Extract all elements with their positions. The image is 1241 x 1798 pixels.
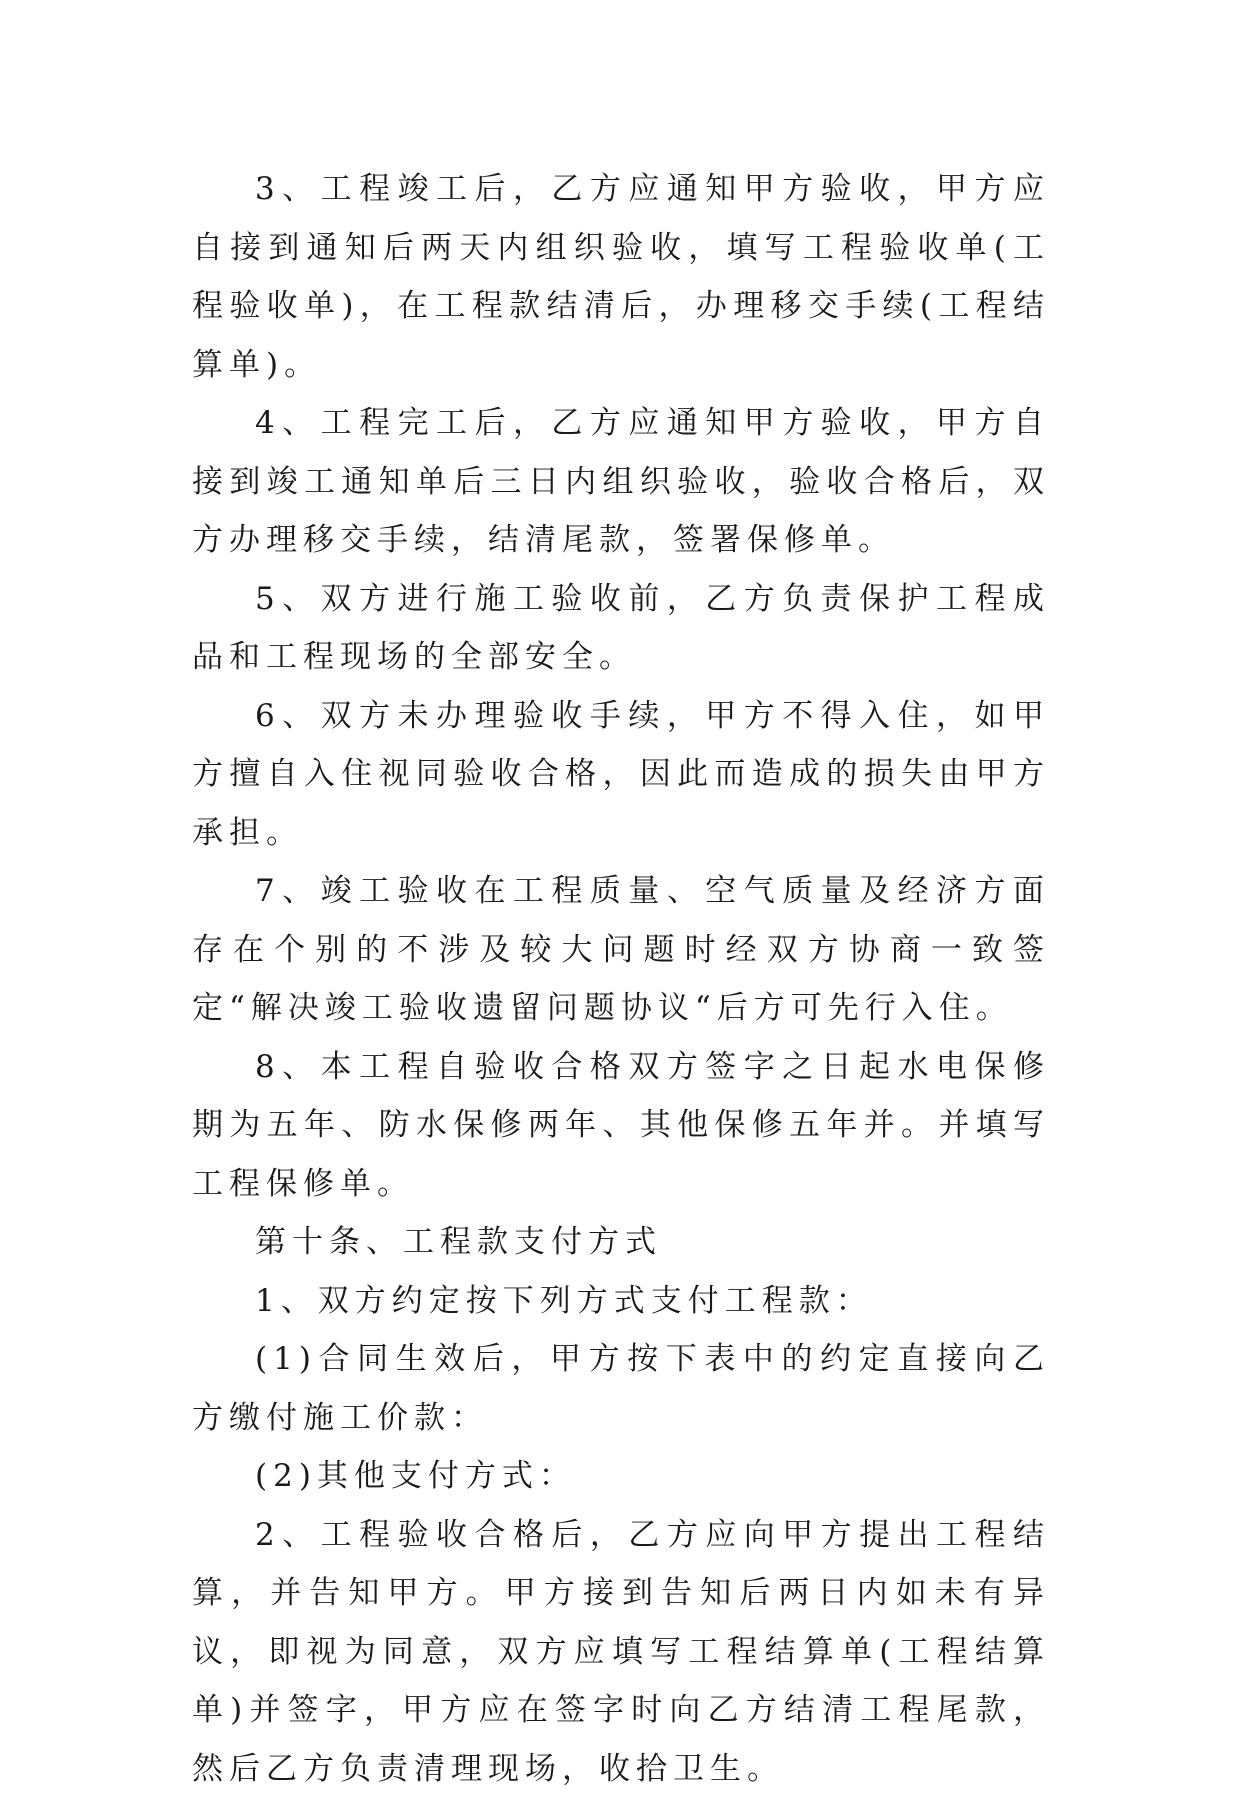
paragraph-acceptance-4: 4、工程完工后，乙方应通知甲方验收，甲方自接到竣工通知单后三日内组织验收，验收合格后，双方办理移交手续，结清尾款，签署保修单。 (192, 394, 1050, 570)
paragraph-acceptance-6: 6、双方未办理验收手续，甲方不得入住，如甲方擅自入住视同验收合格，因此而造成的损失由甲方承担。 (192, 687, 1050, 863)
paragraph-payment-1-sub-1: (1)合同生效后，甲方按下表中的约定直接向乙方缴付施工价款： (192, 1330, 1050, 1447)
paragraph-payment-2: 2、工程验收合格后，乙方应向甲方提出工程结算，并告知甲方。甲方接到告知后两日内如未有异议，即视为同意，双方应填写工程结算单(工程结算单)并签字，甲方应在签字时向乙方结清工程尾款，然后乙方负责清理现场，收拾卫生。 (192, 1506, 1050, 1798)
paragraph-acceptance-8: 8、本工程自验收合格双方签字之日起水电保修期为五年、防水保修两年、其他保修五年并。并填写工程保修单。 (192, 1038, 1050, 1214)
paragraph-acceptance-5: 5、双方进行施工验收前，乙方负责保护工程成品和工程现场的全部安全。 (192, 570, 1050, 687)
paragraph-payment-1-sub-2: (2)其他支付方式： (192, 1447, 1050, 1506)
section-heading-article-10: 第十条、工程款支付方式 (192, 1213, 1050, 1272)
paragraph-payment-1: 1、双方约定按下列方式支付工程款： (192, 1272, 1050, 1331)
paragraph-acceptance-3: 3、工程竣工后，乙方应通知甲方验收，甲方应自接到通知后两天内组织验收，填写工程验收单(工程验收单)，在工程款结清后，办理移交手续(工程结算单)。 (192, 160, 1050, 394)
paragraph-acceptance-7: 7、竣工验收在工程质量、空气质量及经济方面存在个别的不涉及较大问题时经双方协商一致签定“解决竣工验收遗留问题协议“后方可先行入住。 (192, 862, 1050, 1038)
document-body (192, 160, 1050, 1798)
